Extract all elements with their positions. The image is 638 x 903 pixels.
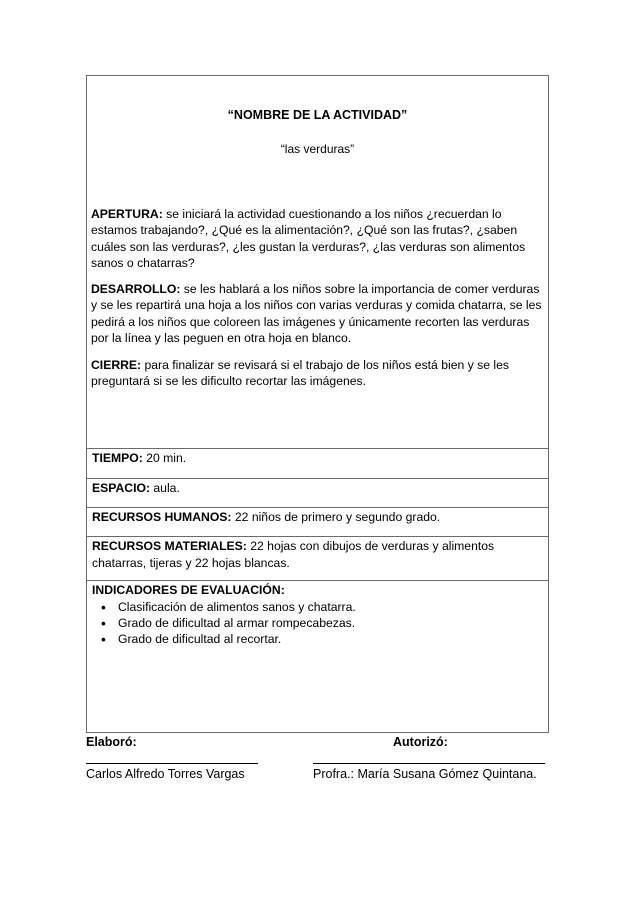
indicadores-list	[92, 599, 543, 647]
espacio-label: ESPACIO:	[92, 481, 151, 495]
recursos-humanos-row	[86, 507, 549, 537]
apertura-paragraph	[91, 206, 543, 271]
indicadores-row	[86, 580, 549, 733]
tiempo-value: 20 min.	[142, 451, 187, 465]
desarrollo-paragraph	[91, 281, 543, 346]
activity-title: “NOMBRE DE LA ACTIVIDAD”	[227, 108, 408, 122]
elaboro-name: Carlos Alfredo Torres Vargas	[86, 767, 245, 781]
espacio-row	[86, 478, 549, 508]
apertura-label: APERTURA:	[91, 207, 163, 221]
indicadores-label: INDICADORES DE EVALUACIÓN:	[92, 583, 285, 597]
desarrollo-text: se les hablará a los niños sobre la importancia de comer verduras y se les repartirá una hoja a los niños con varias verduras y comida chatarra, se les pedirá a los niños que coloreen las imágenes y únicamente recorten las verduras por la línea y las peguen en otra hoja en blanco.	[91, 282, 542, 345]
elaboro-label: Elaboró:	[86, 735, 137, 749]
autorizo-name: Profra.: María Susana Gómez Quintana.	[313, 767, 537, 781]
autorizo-label: Autorizó:	[393, 735, 448, 749]
recursos-humanos-label: RECURSOS HUMANOS:	[92, 510, 232, 524]
tiempo-label: TIEMPO:	[92, 451, 143, 465]
cierre-paragraph	[91, 357, 543, 390]
cierre-text: para finalizar se revisará si el trabajo de los niños está bien y se les preguntará si se les dificulto recortar las imágenes.	[91, 358, 509, 389]
recursos-materiales-row	[86, 536, 549, 581]
list-item: • Grado de dificultad al recortar.	[92, 631, 543, 647]
cierre-label: CIERRE:	[91, 358, 142, 372]
recursos-materiales-value: 22 hojas con dibujos de verduras y alimentos chatarras, tijeras y 22 hojas blancas.	[92, 539, 495, 570]
list-item: • Clasificación de alimentos sanos y chatarra.	[92, 599, 543, 615]
recursos-humanos-value: 22 niños de primero y segundo grado.	[231, 510, 441, 524]
autorizo-signature-line	[313, 763, 545, 764]
recursos-materiales-label: RECURSOS MATERIALES:	[92, 539, 247, 553]
espacio-value: aula.	[150, 481, 180, 495]
desarrollo-label: DESARROLLO:	[91, 282, 181, 296]
apertura-text: se iniciará la actividad cuestionando a los niños ¿recuerdan lo estamos trabajando?, ¿Qué es la alimentación?, ¿Qué son las frutas?, ¿saben cuáles son las verduras?, ¿les gustan la verduras?, ¿las verduras son alimentos sanos o chatarras?	[91, 207, 526, 270]
activity-subtitle: “las verduras”	[280, 142, 355, 156]
tiempo-row	[86, 448, 549, 479]
elaboro-signature-line	[86, 763, 258, 764]
list-item: • Grado de dificultad al armar rompecabezas.	[92, 615, 543, 631]
